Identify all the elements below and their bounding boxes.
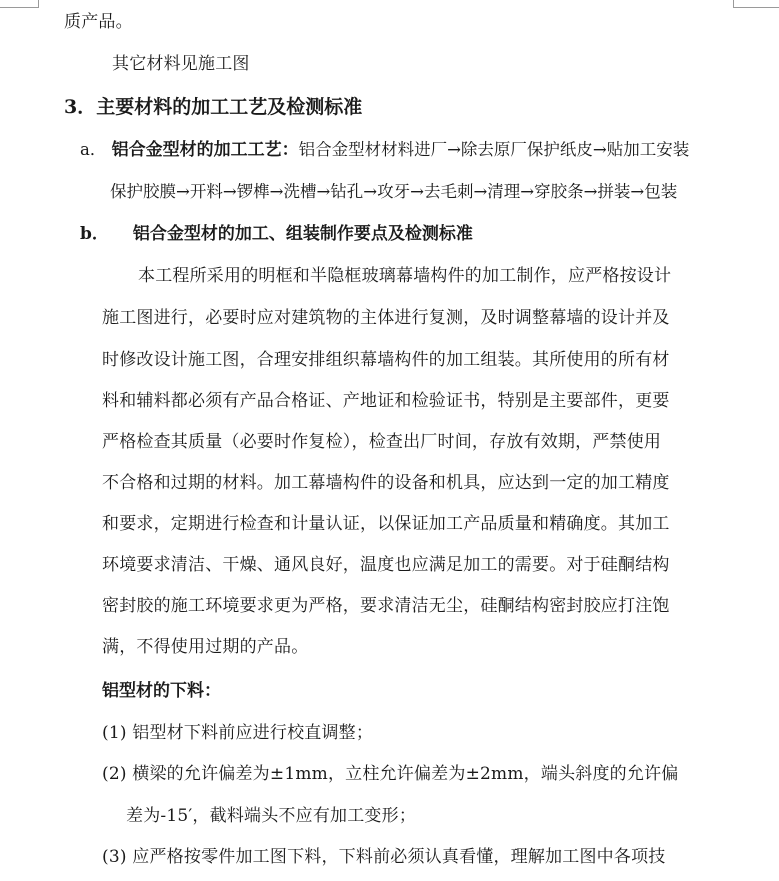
item-b-line — [80, 223, 473, 245]
item-a-title: 铝合金型材的加工工艺： — [111, 140, 299, 160]
item-a-label: a． — [80, 140, 107, 159]
paragraph-line: 料和辅料都必须有产品合格证、产地证和检验证书，特别是主要部件，更要 — [102, 391, 670, 411]
item-b-label: b． — [80, 224, 109, 244]
page-corner-mark-right — [733, 0, 779, 8]
paragraph-line: 环境要求清洁、干燥、通风良好，温度也应满足加工的需要。对于硅酮结构 — [102, 555, 670, 575]
paragraph-line: 密封胶的施工环境要求更为严格，要求清洁无尘，硅酮结构密封胶应打注饱 — [102, 596, 670, 616]
list-item: (3) 应严格按零件加工图下料，下料前必须认真看懂，理解加工图中各项技 — [102, 847, 666, 867]
list-item: (2) 横梁的允许偏差为±1mm，立柱允许偏差为±2mm，端头斜度的允许偏 — [102, 764, 679, 784]
subsection-title: 铝型材的下料： — [102, 681, 221, 701]
section-heading — [64, 96, 362, 118]
section-title: 主要材料的加工工艺及检测标准 — [96, 96, 363, 118]
text-line: 质产品。 — [64, 12, 133, 32]
item-b-title: 铝合金型材的加工、组装制作要点及检测标准 — [132, 224, 473, 244]
item-a-line — [80, 139, 689, 161]
section-number: 3． — [64, 96, 97, 118]
paragraph-line: 施工图进行，必要时应对建筑物的主体进行复测，及时调整幕墙的设计并及 — [102, 308, 670, 328]
paragraph-line: 本工程所采用的明框和半隐框玻璃幕墙构件的加工制作，应严格按设计 — [138, 266, 672, 286]
page-corner-mark-left — [0, 0, 39, 8]
item-a-text-cont: 保护胶膜→开料→锣榫→洗槽→钻孔→攻牙→去毛刺→清理→穿胶条→拼装→包装 — [110, 182, 678, 201]
text-line: 其它材料见施工图 — [112, 54, 250, 74]
paragraph-line: 不合格和过期的材料。加工幕墙构件的设备和机具，应达到一定的加工精度 — [102, 473, 670, 493]
list-item: (1) 铝型材下料前应进行校直调整； — [102, 723, 374, 743]
paragraph-line: 和要求，定期进行检查和计量认证，以保证加工产品质量和精确度。其加工 — [102, 514, 670, 534]
paragraph-line: 时修改设计施工图，合理安排组织幕墙构件的加工组装。其所使用的所有材 — [102, 350, 670, 370]
paragraph-line: 严格检查其质量（必要时作复检），检查出厂时间，存放有效期，严禁使用 — [102, 432, 662, 452]
paragraph-line: 满，不得使用过期的产品。 — [102, 637, 309, 657]
item-a-text: 铝合金型材材料进厂→除去原厂保护纸皮→贴加工安装 — [298, 140, 690, 159]
list-item-cont: 差为-15′，截料端头不应有加工变形； — [126, 806, 417, 826]
